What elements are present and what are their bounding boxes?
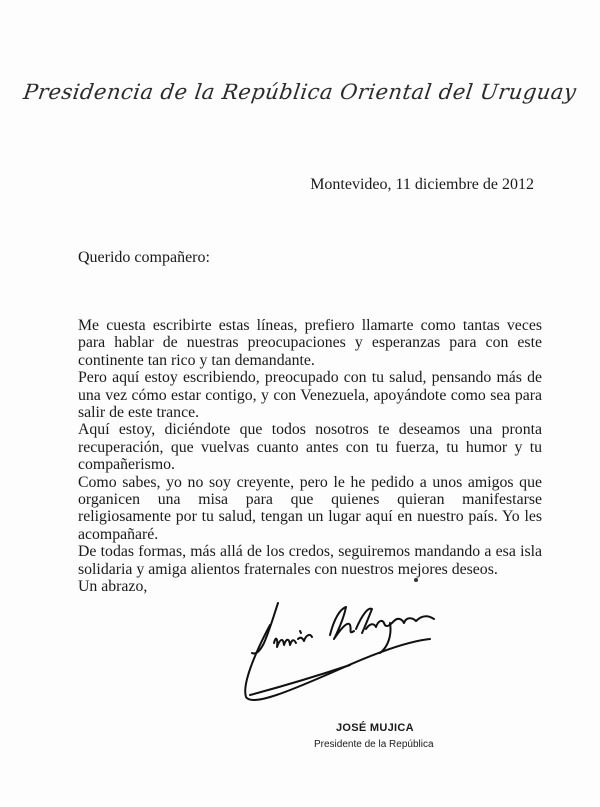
- signatory-title: Presidente de la República: [314, 739, 434, 750]
- signatory-name: JOSÉ MUJICA: [336, 722, 414, 734]
- paragraph: Aquí estoy, diciéndote que todos nosotros te deseamos una pronta recuperación, que vuelvas cuanto antes con tu fuerza, tu humor y tu compañerismo.: [78, 421, 542, 474]
- letterhead: Presidencia de la República Oriental del Uruguay: [21, 80, 579, 104]
- letter-body: [78, 317, 542, 596]
- ink-speck: [414, 578, 418, 582]
- paragraph: Como sabes, yo no soy creyente, pero le he pedido a unos amigos que organicen una misa para que quienes quieran manifestarse religiosamente por tu salud, tengan un lugar aquí en nuestro país. Yo les acompañaré.: [78, 473, 542, 543]
- letter-date: Montevideo, 11 diciembre de 2012: [310, 176, 534, 193]
- closing: Un abrazo,: [78, 578, 148, 596]
- paragraph: Pero aquí estoy escribiendo, preocupado con tu salud, pensando más de una vez cómo estar contigo, y con Venezuela, apoyándote como sea para salir de este trance.: [78, 369, 542, 422]
- paragraph: Me cuesta escribirte estas líneas, prefiero llamarte como tantas veces para hablar de nuestras preocupaciones y esperanzas para con este continente tan rico y tan demandante.: [78, 317, 542, 369]
- salutation: Querido compañero:: [78, 249, 210, 266]
- handwritten-signature: [230, 595, 460, 715]
- paragraph: De todas formas, más allá de los credos, seguiremos mandando a esa isla solidaria y amiga alientos fraternales con nuestros mejores deseos.: [78, 543, 542, 578]
